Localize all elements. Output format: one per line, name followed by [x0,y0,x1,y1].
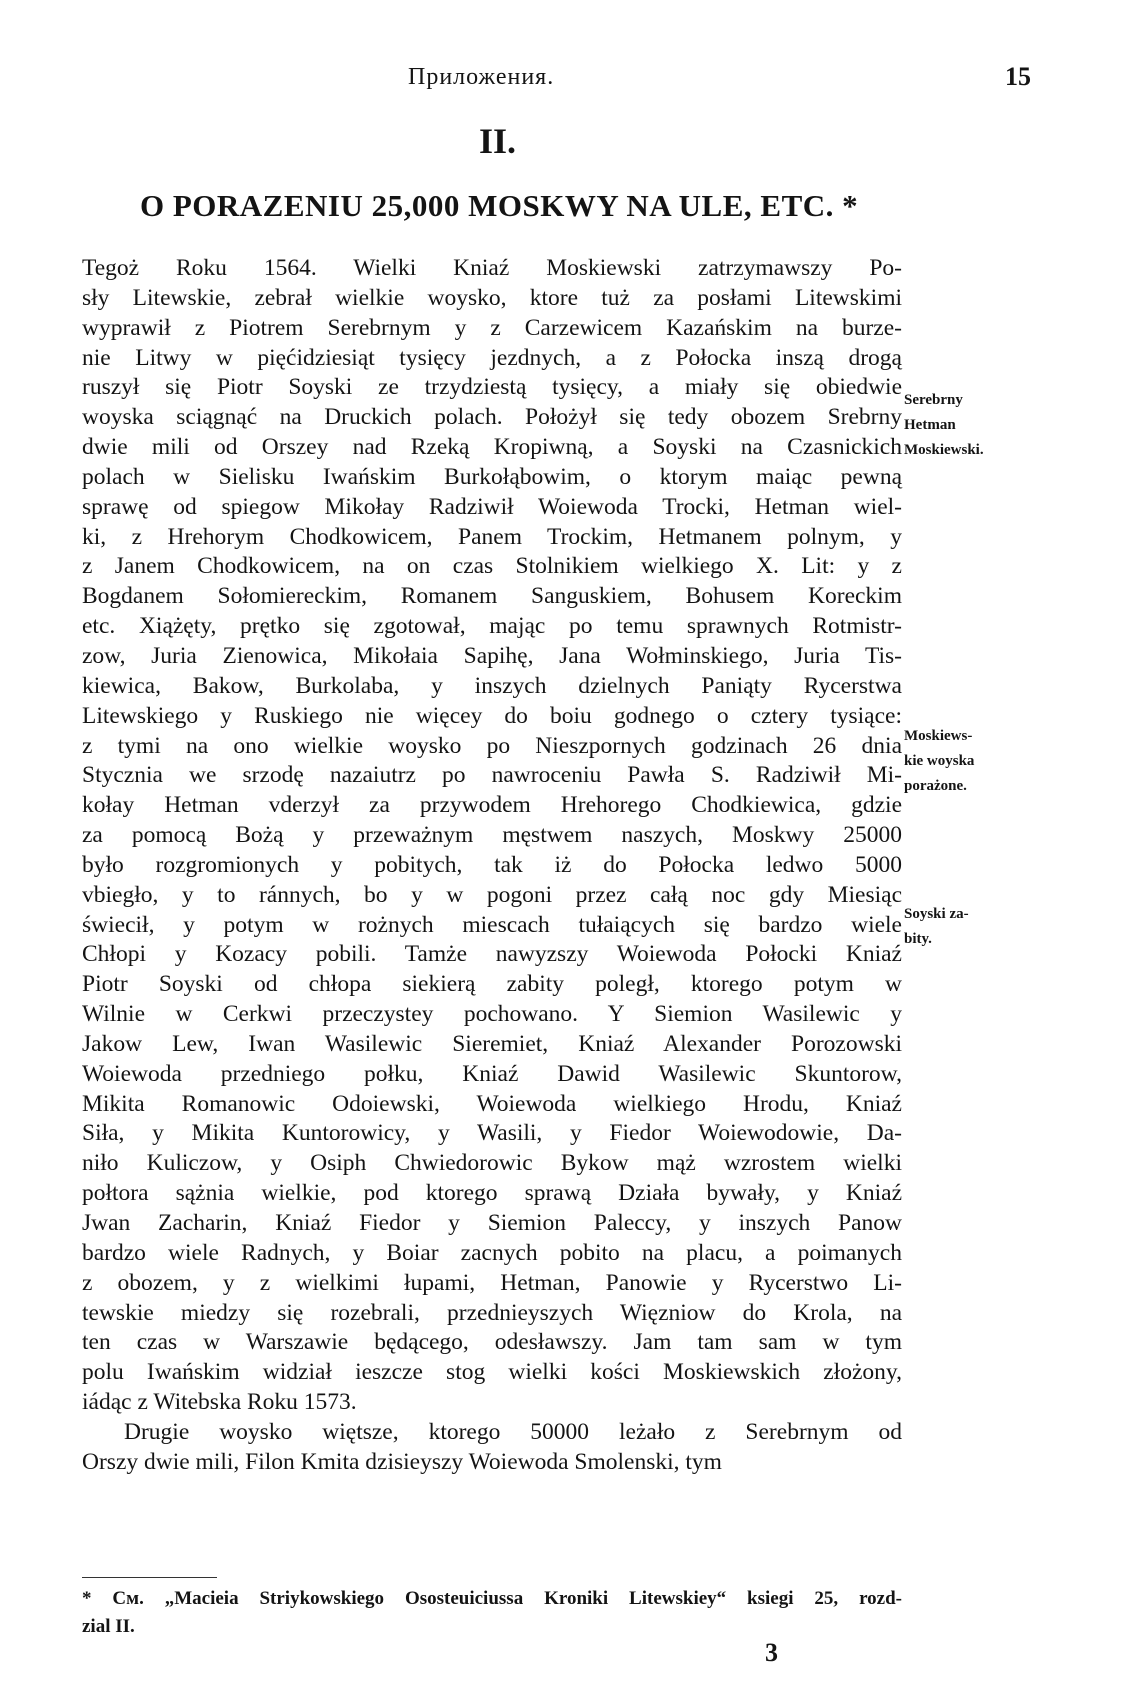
body-line: bardzo wiele Radnych, y Boiar zacnych pobito na placu, a poimanych [82,1239,902,1266]
body-line: dwie mili od Orszey nad Rzeką Kropiwną, a Soyski na Czasnickich [82,434,902,461]
body-text [82,254,902,1478]
body-line: Siła, y Mikita Kuntorowicy, y Wasili, y Fiedor Woiewodowie, Da- [82,1120,902,1147]
body-line: Tegoż Roku 1564. Wielki Kniaź Moskiewski zatrzymawszy Po- [82,255,902,281]
body-line: niło Kuliczow, y Osiph Chwiedorowic Bykow mąż wzrostem wielki [82,1150,902,1177]
body-line: kiewica, Bakow, Burkolaba, y inszych dzielnych Paniąty Rycerstwa [82,672,902,699]
body-line: polach w Sielisku Iwańskim Burkołąbowim, o ktorym maiąc pewną [82,463,902,490]
margin-note-line: Moskiews- [904,728,973,744]
body-line: tewskie miedzy się rozebrali, przednieyszych Więzniow do Krola, na [82,1299,902,1326]
body-line: Jwan Zacharin, Kniaź Fiedor y Siemion Paleccy, y inszych Panow [82,1210,902,1236]
body-line: świecił, y potym w rożnych miescach tułaiących się bardzo wiele [82,911,902,938]
footnote-divider [82,1577,217,1578]
body-line: z tymi na ono wielkie woysko po Nieszpornych godzinach 26 dnia [82,732,902,759]
margin-note-line: Soyski za- [904,906,969,922]
body-line: Stycznia we srzodę nazaiutrz po nawroceniu Pawła S. Radziwił Mi- [82,762,902,789]
body-line: Woiewoda przedniego połku, Kniaź Dawid Wasilewic Skuntorow, [82,1060,902,1087]
body-line: połtora sążnia wielkie, pod ktorego sprawą Działa bywały, y Kniaź [82,1180,902,1207]
body-line: Drugie woysko więtsze, ktorego 50000 leżało z Serebrnym od [124,1418,902,1445]
body-line: kołay Hetman vderzył za przywodem Hrehorego Chodkiewica, gdzie [82,792,902,819]
body-line: ten czas w Warszawie będącego, odesławszy. Jam tam sam w tym [82,1329,902,1356]
margin-note-soyski [904,902,1104,952]
body-line: zow, Juria Zienowica, Mikołaia Sapihę, Jana Wołminskiego, Juria Tis- [82,642,902,669]
margin-note-line: kie woyska [904,753,975,769]
margin-note-moskiewskie [904,724,1104,799]
body-line: Jakow Lew, Iwan Wasilewic Sieremiet, Kniaź Alexander Porozowski [82,1030,902,1057]
running-title: Приложения. [408,64,555,90]
body-line: ki, z Hrehorym Chodkowicem, Panem Trockim, Hetmanem polnym, y [82,523,902,550]
body-line: sły Litewskie, zebrał wielkie woysko, ktore tuż za posłami Litewskimi [82,284,902,311]
body-line: Litewskiego y Ruskiego nie więcey do boiu godnego o cztery tysiące: [82,702,902,729]
body-line: z obozem, y z wielkimi łupami, Hetman, Panowie y Rycerstwo Li- [82,1269,902,1296]
footnote [82,1585,902,1641]
body-line: ruszył się Piotr Soyski ze trzydziestą tysięcy, a miały się obiedwie [82,374,902,401]
body-line: woyska sciągnąć na Druckich polach. Położył się tedy obozem Srebrny [82,404,902,431]
margin-note-line: Serebrny [904,392,963,408]
margin-note-line: Hetman [904,417,956,433]
section-number: II. [479,121,517,161]
body-line: Mikita Romanowic Odoiewski, Woiewoda wielkiego Hrodu, Kniaź [82,1090,902,1117]
body-line: etc. Xiążęty, prętko się zgotował, mając po temu sprawnych Rotmistr- [82,613,902,640]
body-line: z Janem Chodkowicem, na on czas Stolnikiem wielkiego X. Lit: y z [82,553,902,580]
body-line: Piotr Soyski od chłopa siekierą zabity poległ, ktorego potym w [82,971,902,998]
body-line: wyprawił z Piotrem Serebrnym y z Carzewicem Kazańskim na burze- [82,314,902,341]
signature-mark: 3 [765,1638,778,1667]
body-line: Bogdanem Sołomiereckim, Romanem Sanguskiem, Bohusem Koreckim [82,583,902,610]
footnote-line: zial II. [82,1616,135,1637]
body-line: było rozgromionych y pobitych, tak iż do Połocka ledwo 5000 [82,851,902,878]
body-line: sprawę od spiegow Mikołay Radziwił Woiewoda Trocki, Hetman wiel- [82,493,902,520]
margin-note-serebrny [904,388,1104,463]
margin-note-line: Moskiewski. [904,442,984,458]
body-line: nie Litwy w pięćidziesiąt tysięcy jezdnych, a z Połocka inszą drogą [82,344,902,371]
body-line: iádąc z Witebska Roku 1573. [82,1389,357,1416]
body-line: vbiegło, y to ránnych, bo y w pogoni przez całą noc gdy Miesiąc [82,881,902,908]
body-line: polu Iwańskim widział ieszcze stog wielki kości Moskiewskich złożony, [82,1359,902,1386]
margin-note-line: bity. [904,931,932,947]
page-number: 15 [1005,62,1031,91]
body-line: Orszy dwie mili, Filon Kmita dzisieyszy Woiewoda Smolenski, tym [82,1448,722,1475]
footnote-line: * См. „Macieia Striykowskiego Ososteuiciussa Kroniki Litewskiey“ ksiegi 25, rozd- [82,1588,902,1609]
chapter-title: O PORAZENIU 25,000 MOSKWY NA ULE, ETC. * [140,188,859,223]
margin-note-line: porażone. [904,778,967,794]
body-line: Chłopi y Kozacy pobili. Tamże nawyzszy Woiewoda Połocki Kniaź [82,941,902,968]
body-line: za pomocą Bożą y przeważnym męstwem naszych, Moskwy 25000 [82,822,902,849]
body-line: Wilnie w Cerkwi przeczystey pochowano. Y Siemion Wasilewic y [82,1001,902,1028]
